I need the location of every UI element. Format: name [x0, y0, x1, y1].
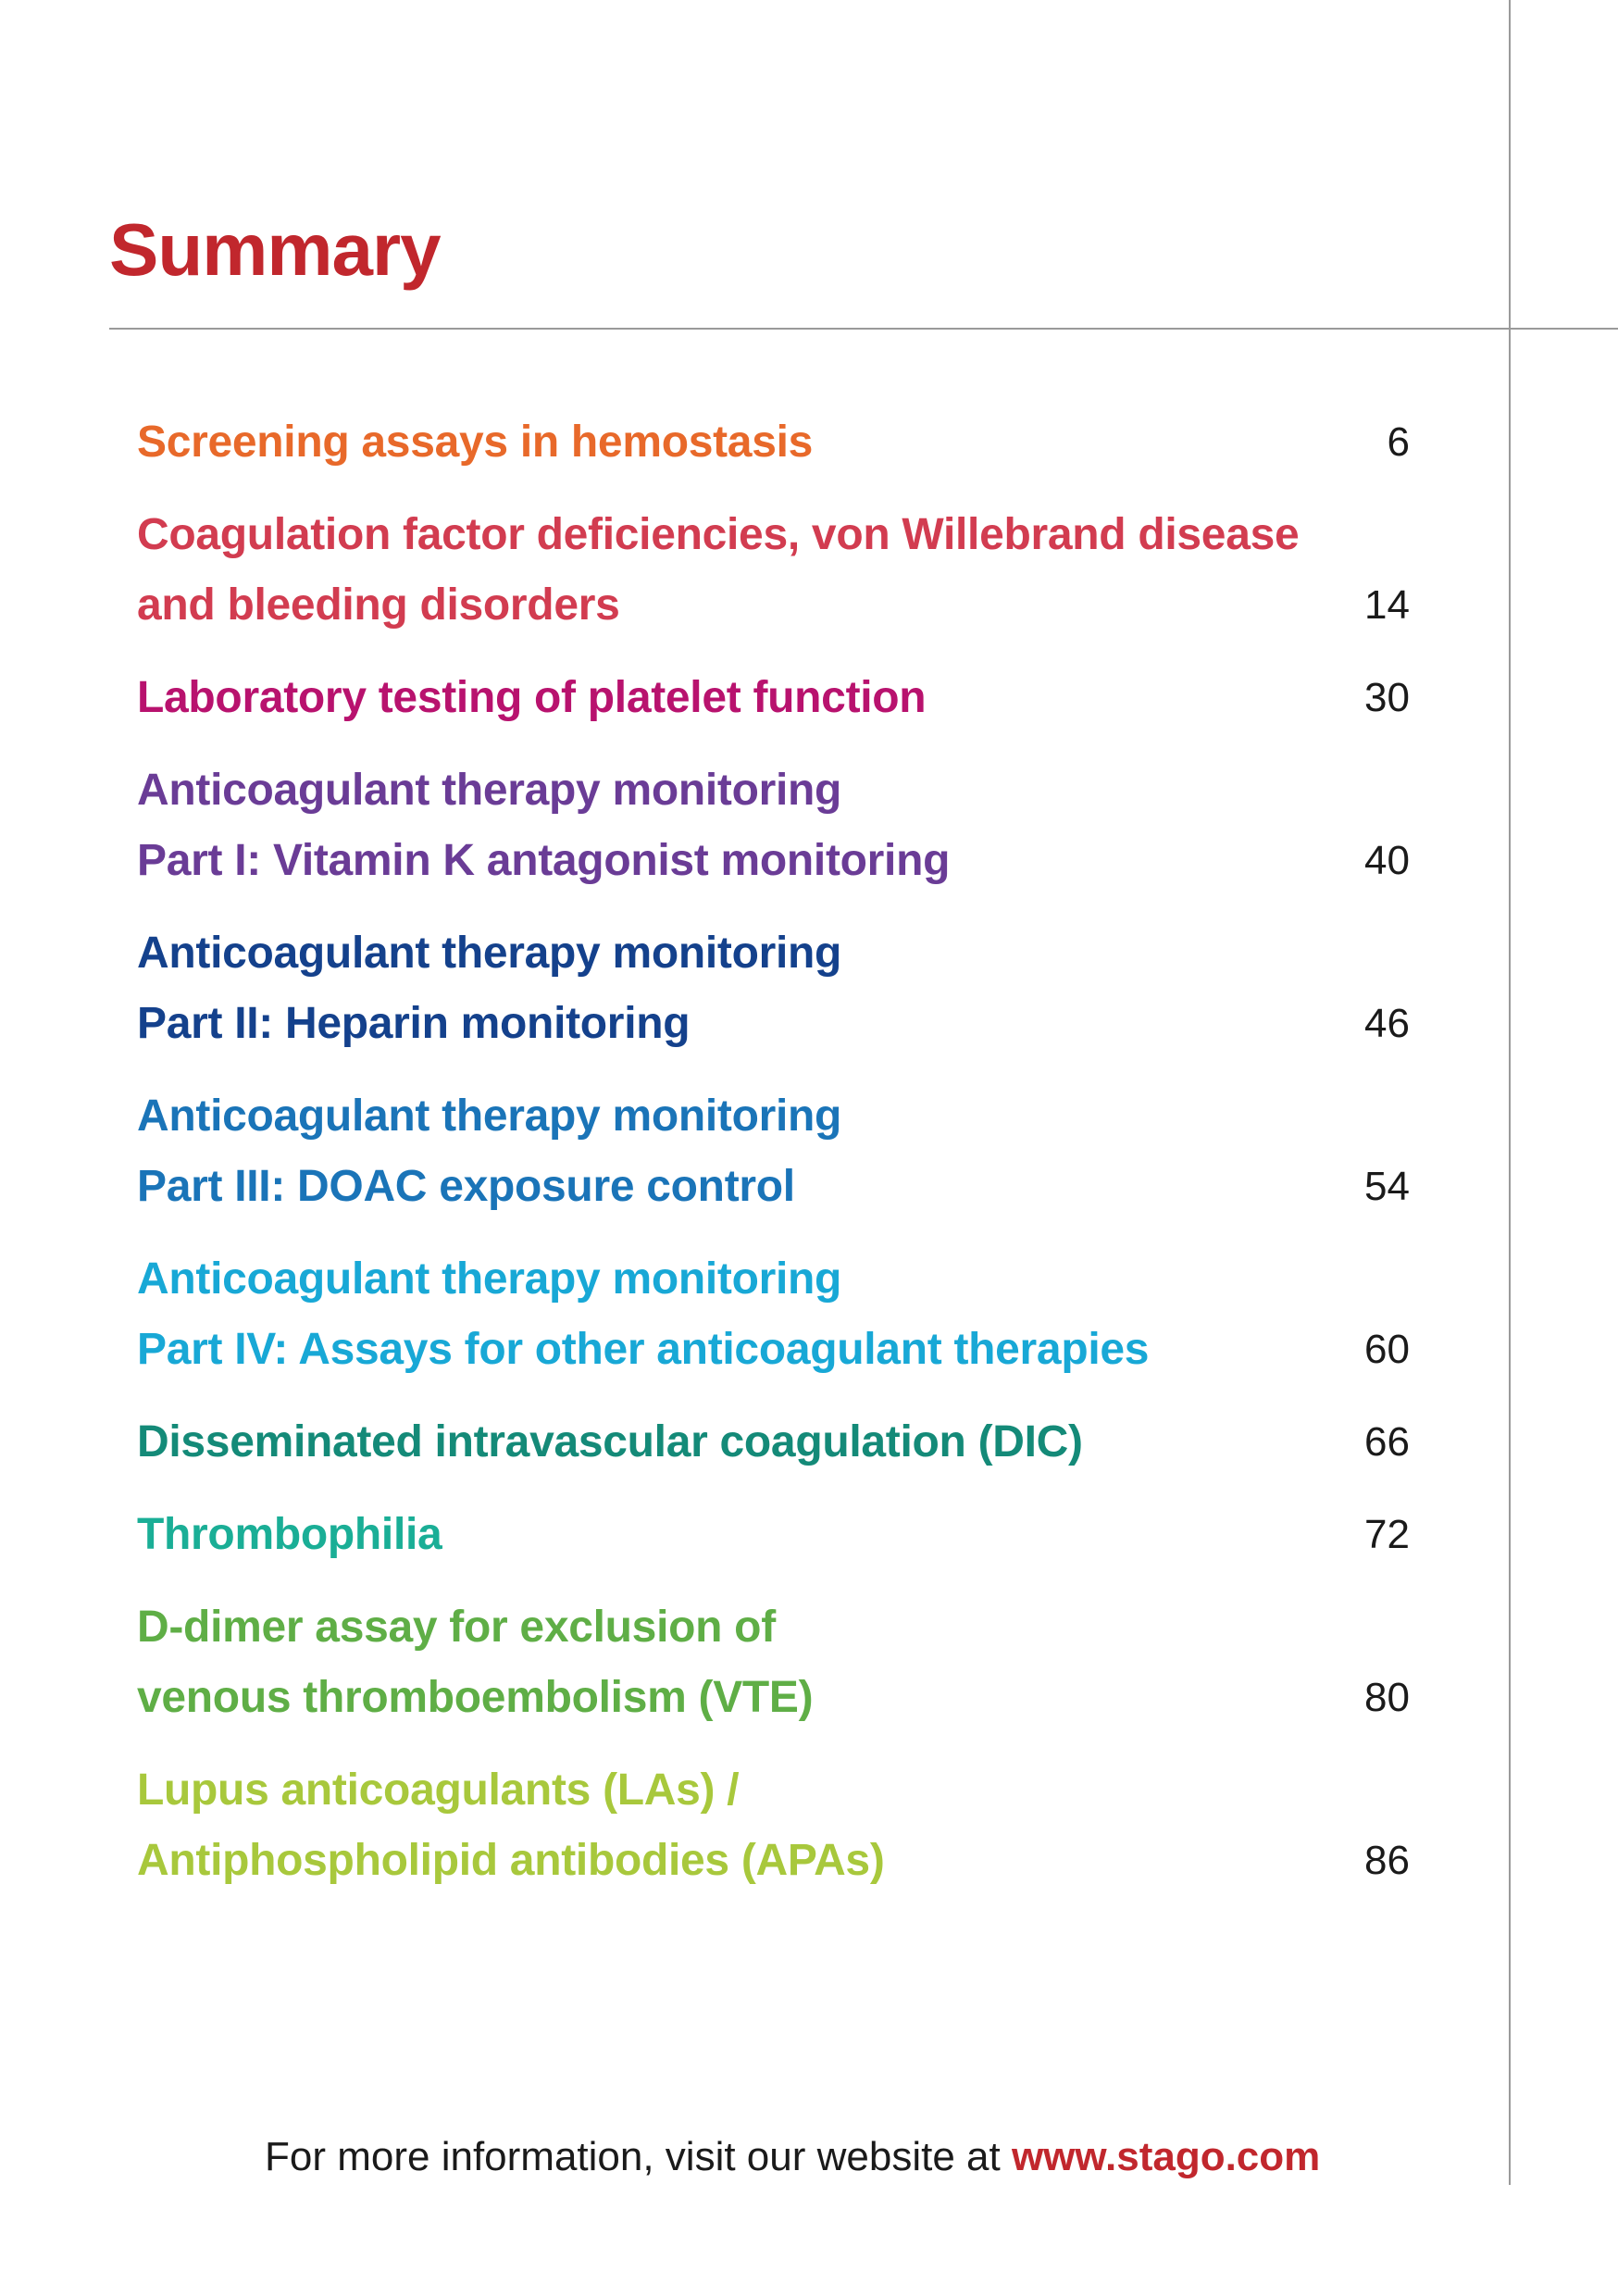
- toc-entry-title[interactable]: Laboratory testing of platelet function: [137, 673, 927, 722]
- toc-page-number: 54: [1364, 1164, 1410, 1209]
- toc-page-number: 30: [1364, 675, 1410, 720]
- table-of-contents: [137, 407, 1410, 1918]
- toc-page-number: 86: [1364, 1838, 1410, 1883]
- toc-entry-title[interactable]: Screening assays in hemostasis: [137, 418, 814, 467]
- toc-entry-thrombophilia[interactable]: [137, 1500, 1410, 1570]
- toc-page-number: 6: [1387, 419, 1410, 465]
- toc-entry-title[interactable]: Disseminated intravascular coagulation (DIC): [137, 1417, 1083, 1466]
- toc-entry-heparin-monitoring[interactable]: [137, 918, 1410, 1059]
- toc-entry-doac-exposure[interactable]: [137, 1081, 1410, 1222]
- toc-page-number: 60: [1364, 1327, 1410, 1372]
- toc-entry-dic[interactable]: [137, 1407, 1410, 1478]
- footer-text: For more information, visit our website at: [265, 2134, 1012, 2179]
- toc-page-number: 80: [1364, 1675, 1410, 1720]
- toc-entry-title[interactable]: Lupus anticoagulants (LAs) / Antiphospholipid antibodies (APAs): [137, 1766, 885, 1885]
- toc-page-number: 66: [1364, 1419, 1410, 1465]
- toc-entry-title[interactable]: Anticoagulant therapy monitoring Part II: Heparin monitoring: [137, 929, 842, 1048]
- toc-entry-coagulation-factor-deficiencies[interactable]: [137, 500, 1410, 641]
- toc-entry-title[interactable]: Anticoagulant therapy monitoring Part IV: Assays for other anticoagulant therapies: [137, 1254, 1150, 1374]
- toc-entry-screening-assays[interactable]: [137, 407, 1410, 478]
- footer: [265, 2129, 1320, 2185]
- toc-page-number: 72: [1364, 1512, 1410, 1557]
- page-title: Summary: [109, 208, 441, 291]
- title-divider: [109, 328, 1618, 330]
- toc-page-number: 40: [1364, 838, 1410, 883]
- toc-page-number: 46: [1364, 1001, 1410, 1046]
- toc-entry-vka-monitoring[interactable]: [137, 755, 1410, 896]
- toc-entry-title[interactable]: D-dimer assay for exclusion of venous thromboembolism (VTE): [137, 1603, 814, 1722]
- toc-entry-title[interactable]: Coagulation factor deficiencies, von Willebrand disease and bleeding disorders: [137, 510, 1300, 630]
- toc-entry-title[interactable]: Anticoagulant therapy monitoring Part I: Vitamin K antagonist monitoring: [137, 766, 951, 885]
- toc-entry-other-anticoagulants[interactable]: [137, 1244, 1410, 1385]
- toc-entry-title[interactable]: Anticoagulant therapy monitoring Part III: DOAC exposure control: [137, 1092, 842, 1211]
- toc-entry-platelet-function[interactable]: [137, 663, 1410, 733]
- toc-entry-title[interactable]: Thrombophilia: [137, 1510, 442, 1559]
- toc-entry-lupus-anticoagulants[interactable]: [137, 1755, 1410, 1896]
- toc-page-number: 14: [1364, 582, 1410, 628]
- toc-entry-d-dimer[interactable]: [137, 1592, 1410, 1733]
- website-link[interactable]: www.stago.com: [1011, 2134, 1321, 2179]
